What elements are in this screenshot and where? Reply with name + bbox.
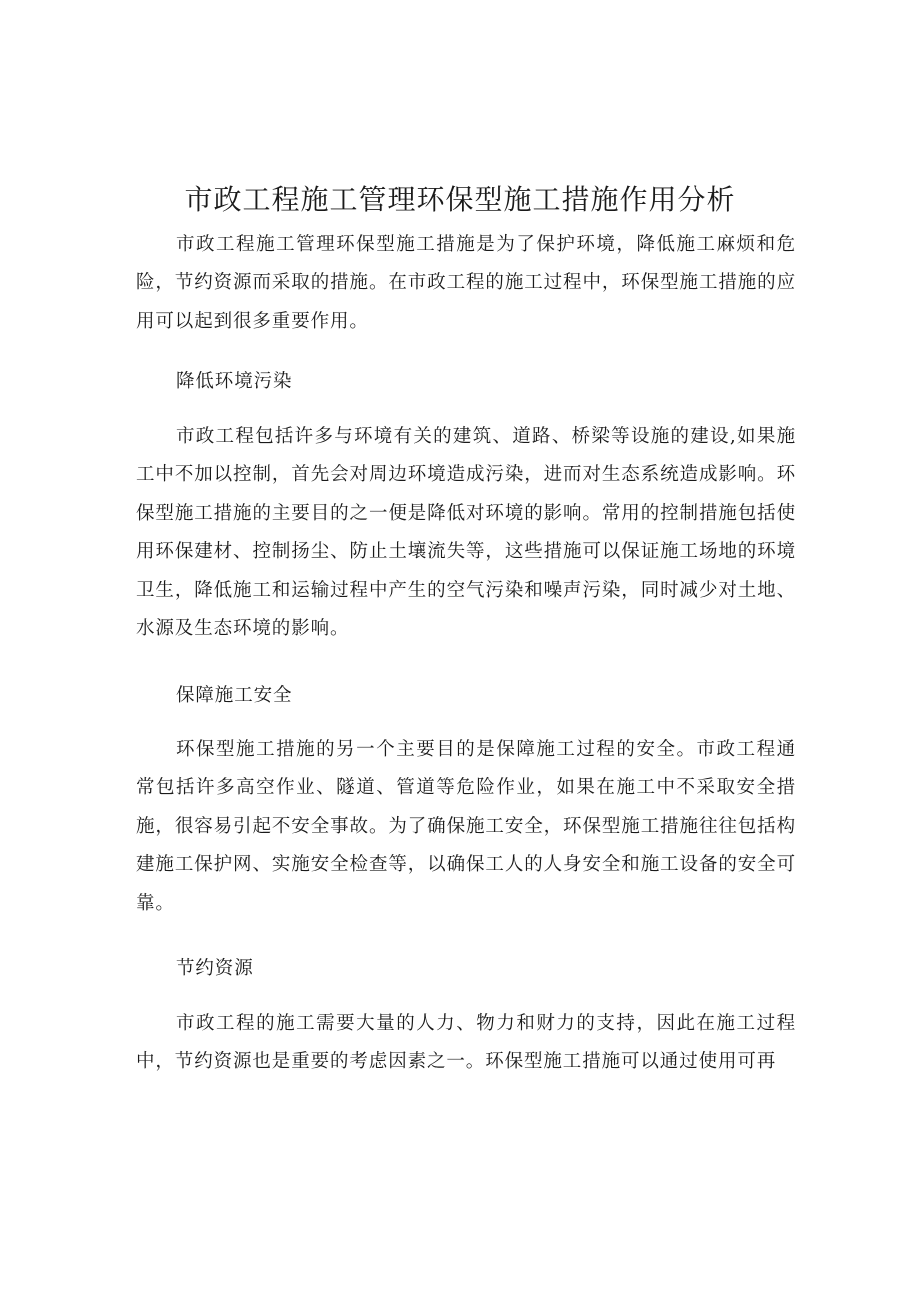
document-title: 市政工程施工管理环保型施工措施作用分析 [184, 183, 736, 216]
section-body-pollution: 市政工程包括许多与环境有关的建筑、道路、桥梁等设施的建设,如果施工中不加以控制，首先会对周边环境造成污染，进而对生态系统造成影响。环保型施工措施的主要目的之一便是降低对环境的影响。常用的控制措施包括使用环保建材、控制扬尘、防止土壤流失等，这些措施可以保证施工场地的环境卫生，降低施工和运输过程中产生的空气污染和噪声污染，同时减少对土地、水源及生态环境的影响。 [136, 426, 796, 640]
intro-paragraph: 市政工程施工管理环保型施工措施是为了保护环境，降低施工麻烦和危险，节约资源而采取的措施。在市政工程的施工过程中，环保型施工措施的应用可以起到很多重要作用。 [136, 234, 796, 332]
section-heading-pollution: 降低环境污染 [176, 371, 293, 392]
section-heading-safety: 保障施工安全 [176, 685, 293, 706]
section-body-resources: 市政工程的施工需要大量的人力、物力和财力的支持，因此在施工过程中，节约资源也是重要的考虑因素之一。环保型施工措施可以通过使用可再 [136, 1013, 796, 1073]
section-body-safety: 环保型施工措施的另一个主要目的是保障施工过程的安全。市政工程通常包括许多高空作业、隧道、管道等危险作业，如果在施工中不采取安全措施，很容易引起不安全事故。为了确保施工安全，环保型施工措施往往包括构建施工保护网、实施安全检查等，以确保工人的人身安全和施工设备的安全可靠。 [136, 739, 796, 914]
section-heading-resources: 节约资源 [176, 958, 254, 979]
